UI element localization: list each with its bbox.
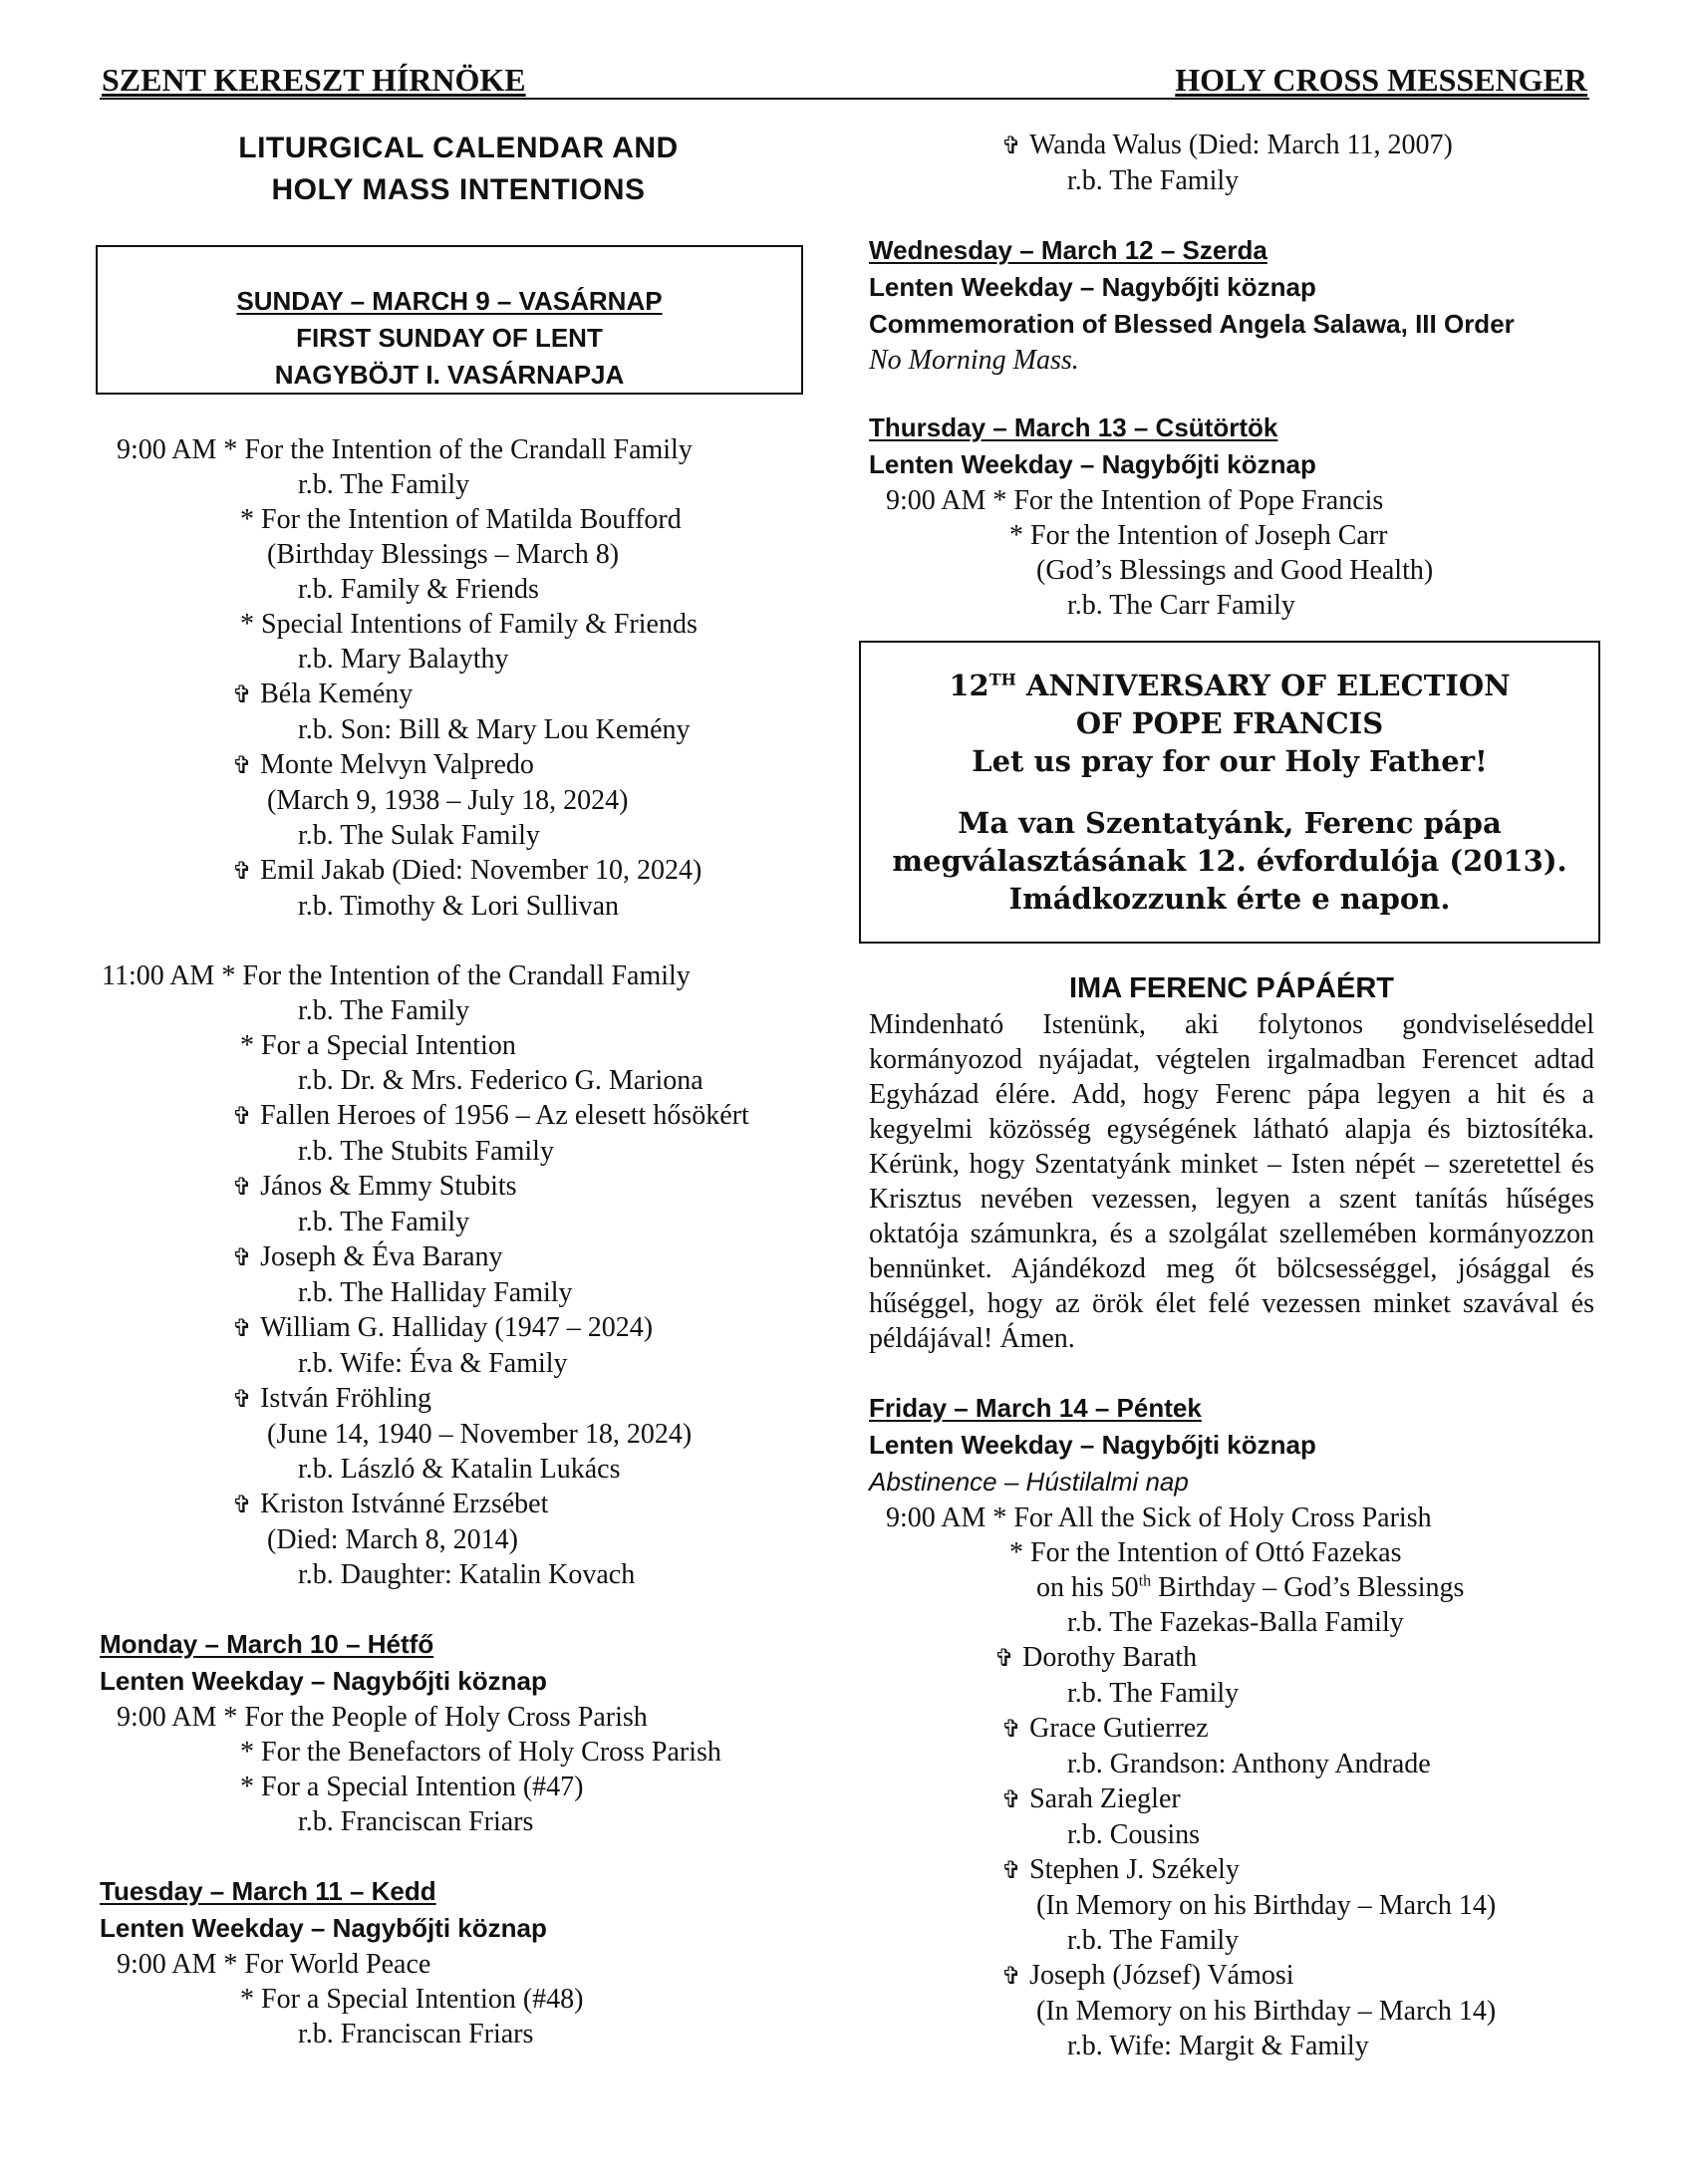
anniversary-hu3: Imádkozzunk érte e napon. [1008, 882, 1451, 916]
friday-section [869, 1390, 1594, 2063]
list-item: ✞ Joseph & Éva Barany [100, 1239, 817, 1275]
prayer-text: Mindenható Istenünk, aki folytonos gondviseléseddel kormányozod nyájadat, végtelen irgalmadban Ferencet adtad Egyházad élére. Add, hogy Ferenc pápa legyen a hit és a kegyelmi közösség egységének látható alapja és biztosítéka. Kérünk, hogy Szentatyánk minket – Isten népét – szeretettel és Krisztus nevében vezessen, legyen a szent tanítás hűséges oktatója számunkra, és a szolgálat szellemében kormányozzon bennünket. Ajándékozd meg őt bölcsességgel, jósággal és hűséggel, hogy az örök élet felé vezessen minket szavával és példájával! Ámen. [869, 1009, 1594, 1354]
list-item: ✞ Joseph (József) Vámosi [869, 1958, 1594, 1994]
list-item: r.b. The Stubits Family [298, 1136, 554, 1167]
thursday-date: Thursday – March 13 – Csütörtök [869, 412, 1278, 442]
list-item: on his 50th Birthday – God’s Blessings [1036, 1572, 1465, 1603]
cross-icon: ✞ [1001, 1856, 1022, 1884]
monday-type: Lenten Weekday – Nagybőjti köznap [100, 1666, 547, 1696]
cross-icon: ✞ [232, 1173, 253, 1201]
wednesday-type: Lenten Weekday – Nagybőjti köznap [869, 272, 1316, 302]
list-item: * For the Intention of Joseph Carr [1009, 520, 1388, 551]
cross-icon: ✞ [232, 1491, 253, 1518]
anniversary-line2: OF POPE FRANCIS [1075, 706, 1384, 740]
list-item: * For a Special Intention (#48) [240, 1984, 584, 2015]
cross-icon: ✞ [232, 751, 253, 779]
list-item: r.b. The Family [298, 995, 470, 1026]
cross-icon: ✞ [1001, 1962, 1022, 1990]
anniversary-line3: Let us pray for our Holy Father! [972, 744, 1488, 778]
cross-icon: ✞ [994, 1644, 1015, 1672]
cross-icon: ✞ [232, 857, 253, 885]
list-item: r.b. The Family [1067, 1925, 1240, 1956]
list-item: ✞ Sarah Ziegler [869, 1781, 1594, 1817]
cross-icon: ✞ [232, 1102, 253, 1130]
list-item: r.b. László & Katalin Lukács [298, 1454, 621, 1485]
list-item: * For the Intention of Ottó Fazekas [1009, 1537, 1402, 1568]
masthead-left: SZENT KERESZT HÍRNÖKE [102, 62, 526, 98]
list-item: * Special Intentions of Family & Friends [240, 609, 698, 640]
friday-abstinence: Abstinence – Hústilalmi nap [869, 1467, 1189, 1497]
cross-icon: ✞ [1001, 132, 1022, 159]
masthead-right: HOLY CROSS MESSENGER [1175, 62, 1587, 98]
anniversary-line1: 12TH ANNIVERSARY OF ELECTION [949, 669, 1511, 702]
cross-icon: ✞ [232, 1243, 253, 1271]
cross-icon: ✞ [1001, 1785, 1022, 1813]
list-item: r.b. Dr. & Mrs. Federico G. Mariona [298, 1065, 703, 1096]
list-item: (In Memory on his Birthday – March 14) [1036, 1996, 1497, 2027]
tuesday-type: Lenten Weekday – Nagybőjti köznap [100, 1913, 547, 1943]
list-item: r.b. The Family [1067, 165, 1240, 196]
list-item: r.b. The Family [1067, 1678, 1240, 1709]
list-item: r.b. The Halliday Family [298, 1277, 573, 1308]
list-item: ✞ István Fröhling [100, 1381, 817, 1417]
list-item: ✞ Emil Jakab (Died: November 10, 2024) [100, 853, 817, 889]
list-item: r.b. Franciscan Friars [298, 2019, 534, 2049]
tuesday-date: Tuesday – March 11 – Kedd [100, 1876, 436, 1906]
list-item: r.b. Family & Friends [298, 574, 539, 605]
list-item: ✞ Kriston Istvánné Erzsébet [100, 1487, 817, 1522]
list-item: ✞ Fallen Heroes of 1956 – Az elesett hősökért [100, 1098, 817, 1134]
right-column [869, 128, 1594, 2063]
anniversary-box [859, 641, 1600, 944]
list-item: * For the Intention of Matilda Boufford [240, 504, 682, 535]
list-item: r.b. The Fazekas-Balla Family [1067, 1607, 1404, 1638]
friday-date: Friday – March 14 – Péntek [869, 1393, 1202, 1423]
sunday-9am-intentions [100, 432, 817, 924]
tuesday-continued [869, 128, 1594, 198]
sunday-line3: NAGYBÖJT I. VASÁRNAPJA [274, 360, 625, 390]
list-item: r.b. Mary Balaythy [298, 644, 509, 675]
list-item: * For a Special Intention [240, 1030, 516, 1061]
wednesday-note: No Morning Mass. [869, 345, 1079, 376]
list-item: r.b. Son: Bill & Mary Lou Kemény [298, 714, 691, 745]
list-item: r.b. Timothy & Lori Sullivan [298, 891, 620, 922]
list-item: ✞ Béla Kemény [100, 677, 817, 712]
list-item: (Birthday Blessings – March 8) [267, 539, 620, 570]
list-item: r.b. The Family [298, 1207, 470, 1237]
list-item: (Died: March 8, 2014) [267, 1524, 518, 1555]
list-item: (March 9, 1938 – July 18, 2024) [267, 785, 629, 816]
anniversary-hu2: megválasztásának 12. évfordulója (2013). [892, 844, 1567, 878]
anniversary-hu1: Ma van Szentatyánk, Ferenc pápa [958, 806, 1502, 840]
sunday-11am-intentions [100, 958, 817, 1592]
wednesday-commemoration: Commemoration of Blessed Angela Salawa, III Order [869, 309, 1515, 339]
sunday-heading-box [96, 245, 803, 395]
list-item: r.b. Wife: Margit & Family [1067, 2031, 1369, 2061]
tuesday-section [100, 1873, 817, 2051]
wednesday-date: Wednesday – March 12 – Szerda [869, 235, 1267, 265]
cross-icon: ✞ [232, 681, 253, 708]
list-item: ✞ Grace Gutierrez [869, 1711, 1594, 1747]
prayer-title: IMA FERENC PÁPÁÉRT [1069, 972, 1394, 1004]
thursday-type: Lenten Weekday – Nagybőjti köznap [869, 449, 1316, 479]
list-item: 9:00 AM * For the Intention of Pope Francis [886, 485, 1384, 516]
list-item: r.b. Wife: Éva & Family [298, 1348, 568, 1379]
list-item: (June 14, 1940 – November 18, 2024) [267, 1419, 693, 1450]
thursday-section [869, 410, 1594, 623]
wednesday-section [869, 232, 1594, 378]
list-item: ✞ János & Emmy Stubits [100, 1169, 817, 1205]
sunday-date: SUNDAY – MARCH 9 – VASÁRNAP [236, 286, 663, 316]
cross-icon: ✞ [232, 1385, 253, 1413]
masthead [100, 60, 1589, 100]
list-item: * For a Special Intention (#47) [240, 1772, 584, 1802]
list-item: ✞ Dorothy Barath [869, 1640, 1594, 1676]
list-item: r.b. The Carr Family [1067, 590, 1295, 621]
friday-type: Lenten Weekday – Nagybőjti köznap [869, 1430, 1316, 1460]
monday-section [100, 1626, 817, 1839]
monday-date: Monday – March 10 – Hétfő [100, 1629, 434, 1659]
list-item: (God’s Blessings and Good Health) [1036, 555, 1434, 586]
list-item: ✞ William G. Halliday (1947 – 2024) [100, 1310, 817, 1346]
list-item: * For the Benefactors of Holy Cross Parish [240, 1737, 721, 1768]
list-item: r.b. Grandson: Anthony Andrade [1067, 1749, 1431, 1779]
list-item: 11:00 AM * For the Intention of the Crandall Family [102, 960, 691, 991]
list-item: r.b. Franciscan Friars [298, 1806, 534, 1837]
cross-icon: ✞ [1001, 1715, 1022, 1743]
sunday-line2: FIRST SUNDAY OF LENT [296, 323, 603, 353]
list-item: 9:00 AM * For the Intention of the Crandall Family [117, 434, 693, 465]
list-item: ✞ Monte Melvyn Valpredo [100, 747, 817, 783]
list-item: (In Memory on his Birthday – March 14) [1036, 1890, 1497, 1921]
cross-icon: ✞ [232, 1314, 253, 1342]
list-item: 9:00 AM * For World Peace [117, 1949, 431, 1980]
list-item: ✞ Stephen J. Székely [869, 1852, 1594, 1888]
list-item: 9:00 AM * For the People of Holy Cross Parish [117, 1702, 648, 1733]
page-title: LITURGICAL CALENDAR AND HOLY MASS INTENTIONS [238, 132, 679, 206]
left-column [100, 128, 817, 2051]
list-item: 9:00 AM * For All the Sick of Holy Cross Parish [886, 1502, 1432, 1533]
list-item: r.b. Daughter: Katalin Kovach [298, 1559, 636, 1590]
list-item: ✞ Wanda Walus (Died: March 11, 2007) [869, 128, 1594, 163]
list-item: r.b. The Sulak Family [298, 820, 540, 851]
list-item: r.b. The Family [298, 469, 470, 500]
list-item: r.b. Cousins [1067, 1819, 1201, 1850]
